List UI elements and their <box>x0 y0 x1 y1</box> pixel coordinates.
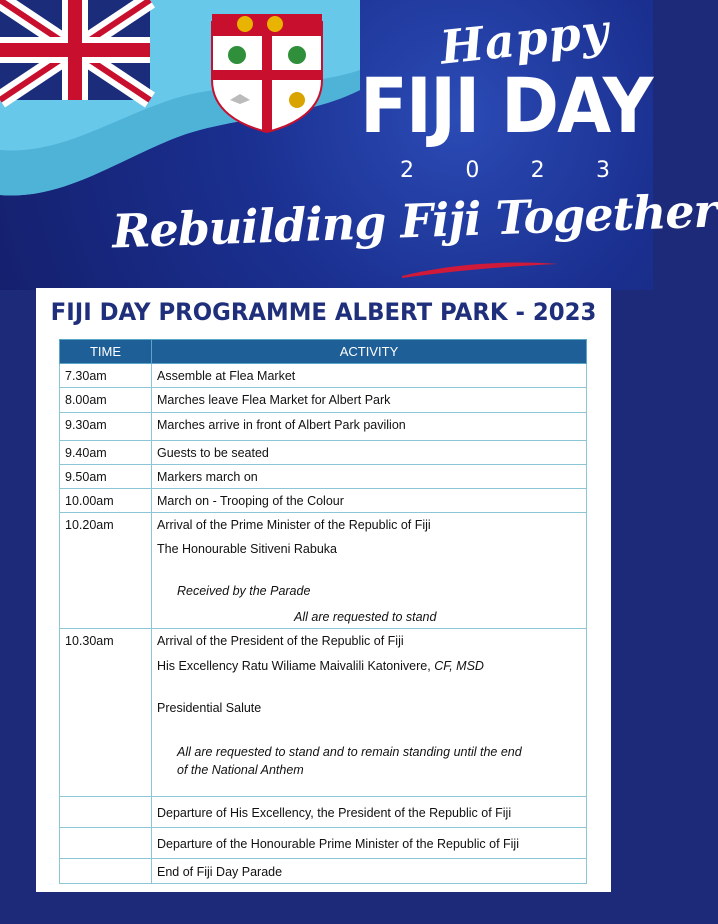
year-digit: 2 <box>530 158 545 183</box>
year-label <box>400 158 610 183</box>
time-cell: 9.50am <box>60 465 152 489</box>
activity-cell: Assemble at Flea Market <box>152 364 587 388</box>
time-cell: 10.20am <box>60 513 152 629</box>
table-row <box>60 364 587 388</box>
table-header-row <box>60 340 587 364</box>
activity-note: All are requested to stand and to remain standing until the end <box>177 745 522 759</box>
year-digit: 0 <box>465 158 480 183</box>
programme-title: FIJI DAY PROGRAMME ALBERT PARK - 2023 <box>50 298 597 326</box>
swoosh-decoration <box>400 258 560 280</box>
year-digit: 3 <box>595 158 610 183</box>
time-cell <box>60 797 152 828</box>
fiji-day-heading: FIJI DAY <box>360 61 652 150</box>
activity-cell: End of Fiji Day Parade <box>152 859 587 884</box>
table-row <box>60 513 587 629</box>
table-row <box>60 489 587 513</box>
time-cell: 9.30am <box>60 413 152 441</box>
programme-table <box>59 339 587 884</box>
activity-line: The Honourable Sitiveni Rabuka <box>157 542 337 556</box>
activity-cell: Marches leave Flea Market for Albert Park <box>152 388 587 413</box>
time-cell <box>60 828 152 859</box>
activity-cell: Departure of the Honourable Prime Minister of the Republic of Fiji <box>152 828 587 859</box>
activity-cell <box>152 513 587 629</box>
activity-line: Arrival of the Prime Minister of the Republic of Fiji <box>157 518 431 532</box>
banner <box>0 0 718 290</box>
table-row <box>60 859 587 884</box>
year-digit: 2 <box>400 158 414 183</box>
activity-cell: Marches arrive in front of Albert Park pavilion <box>152 413 587 441</box>
activity-line-text: His Excellency Ratu Wiliame Maivalili Katonivere, <box>157 659 435 673</box>
fiji-shield-icon <box>212 14 322 132</box>
time-cell: 10.30am <box>60 629 152 797</box>
time-column-header: TIME <box>60 340 152 364</box>
activity-cell: March on - Trooping of the Colour <box>152 489 587 513</box>
activity-note: of the National Anthem <box>177 763 304 777</box>
activity-cell <box>152 629 587 797</box>
activity-note: Received by the Parade <box>177 584 311 598</box>
activity-cell: Guests to be seated <box>152 441 587 465</box>
activity-cell: Departure of His Excellency, the President of the Republic of Fiji <box>152 797 587 828</box>
table-row <box>60 388 587 413</box>
table-row <box>60 413 587 441</box>
time-cell: 10.00am <box>60 489 152 513</box>
table-row <box>60 465 587 489</box>
theme-slogan: Rebuilding Fiji Together <box>111 183 718 259</box>
activity-note: All are requested to stand <box>294 610 437 624</box>
happy-heading: Happy <box>437 3 612 75</box>
time-cell: 9.40am <box>60 441 152 465</box>
activity-column-header: ACTIVITY <box>152 340 587 364</box>
time-cell: 8.00am <box>60 388 152 413</box>
activity-cell: Markers march on <box>152 465 587 489</box>
activity-line <box>157 659 581 673</box>
table-row <box>60 797 587 828</box>
activity-line: Arrival of the President of the Republic of Fiji <box>157 634 404 648</box>
table-row <box>60 629 587 797</box>
table-row <box>60 441 587 465</box>
time-cell: 7.30am <box>60 364 152 388</box>
activity-line-honours: CF, MSD <box>434 659 484 673</box>
table-row <box>60 828 587 859</box>
time-cell <box>60 859 152 884</box>
programme-card <box>36 288 611 892</box>
fiji-flag-image <box>0 0 360 200</box>
activity-line: Presidential Salute <box>157 701 262 715</box>
